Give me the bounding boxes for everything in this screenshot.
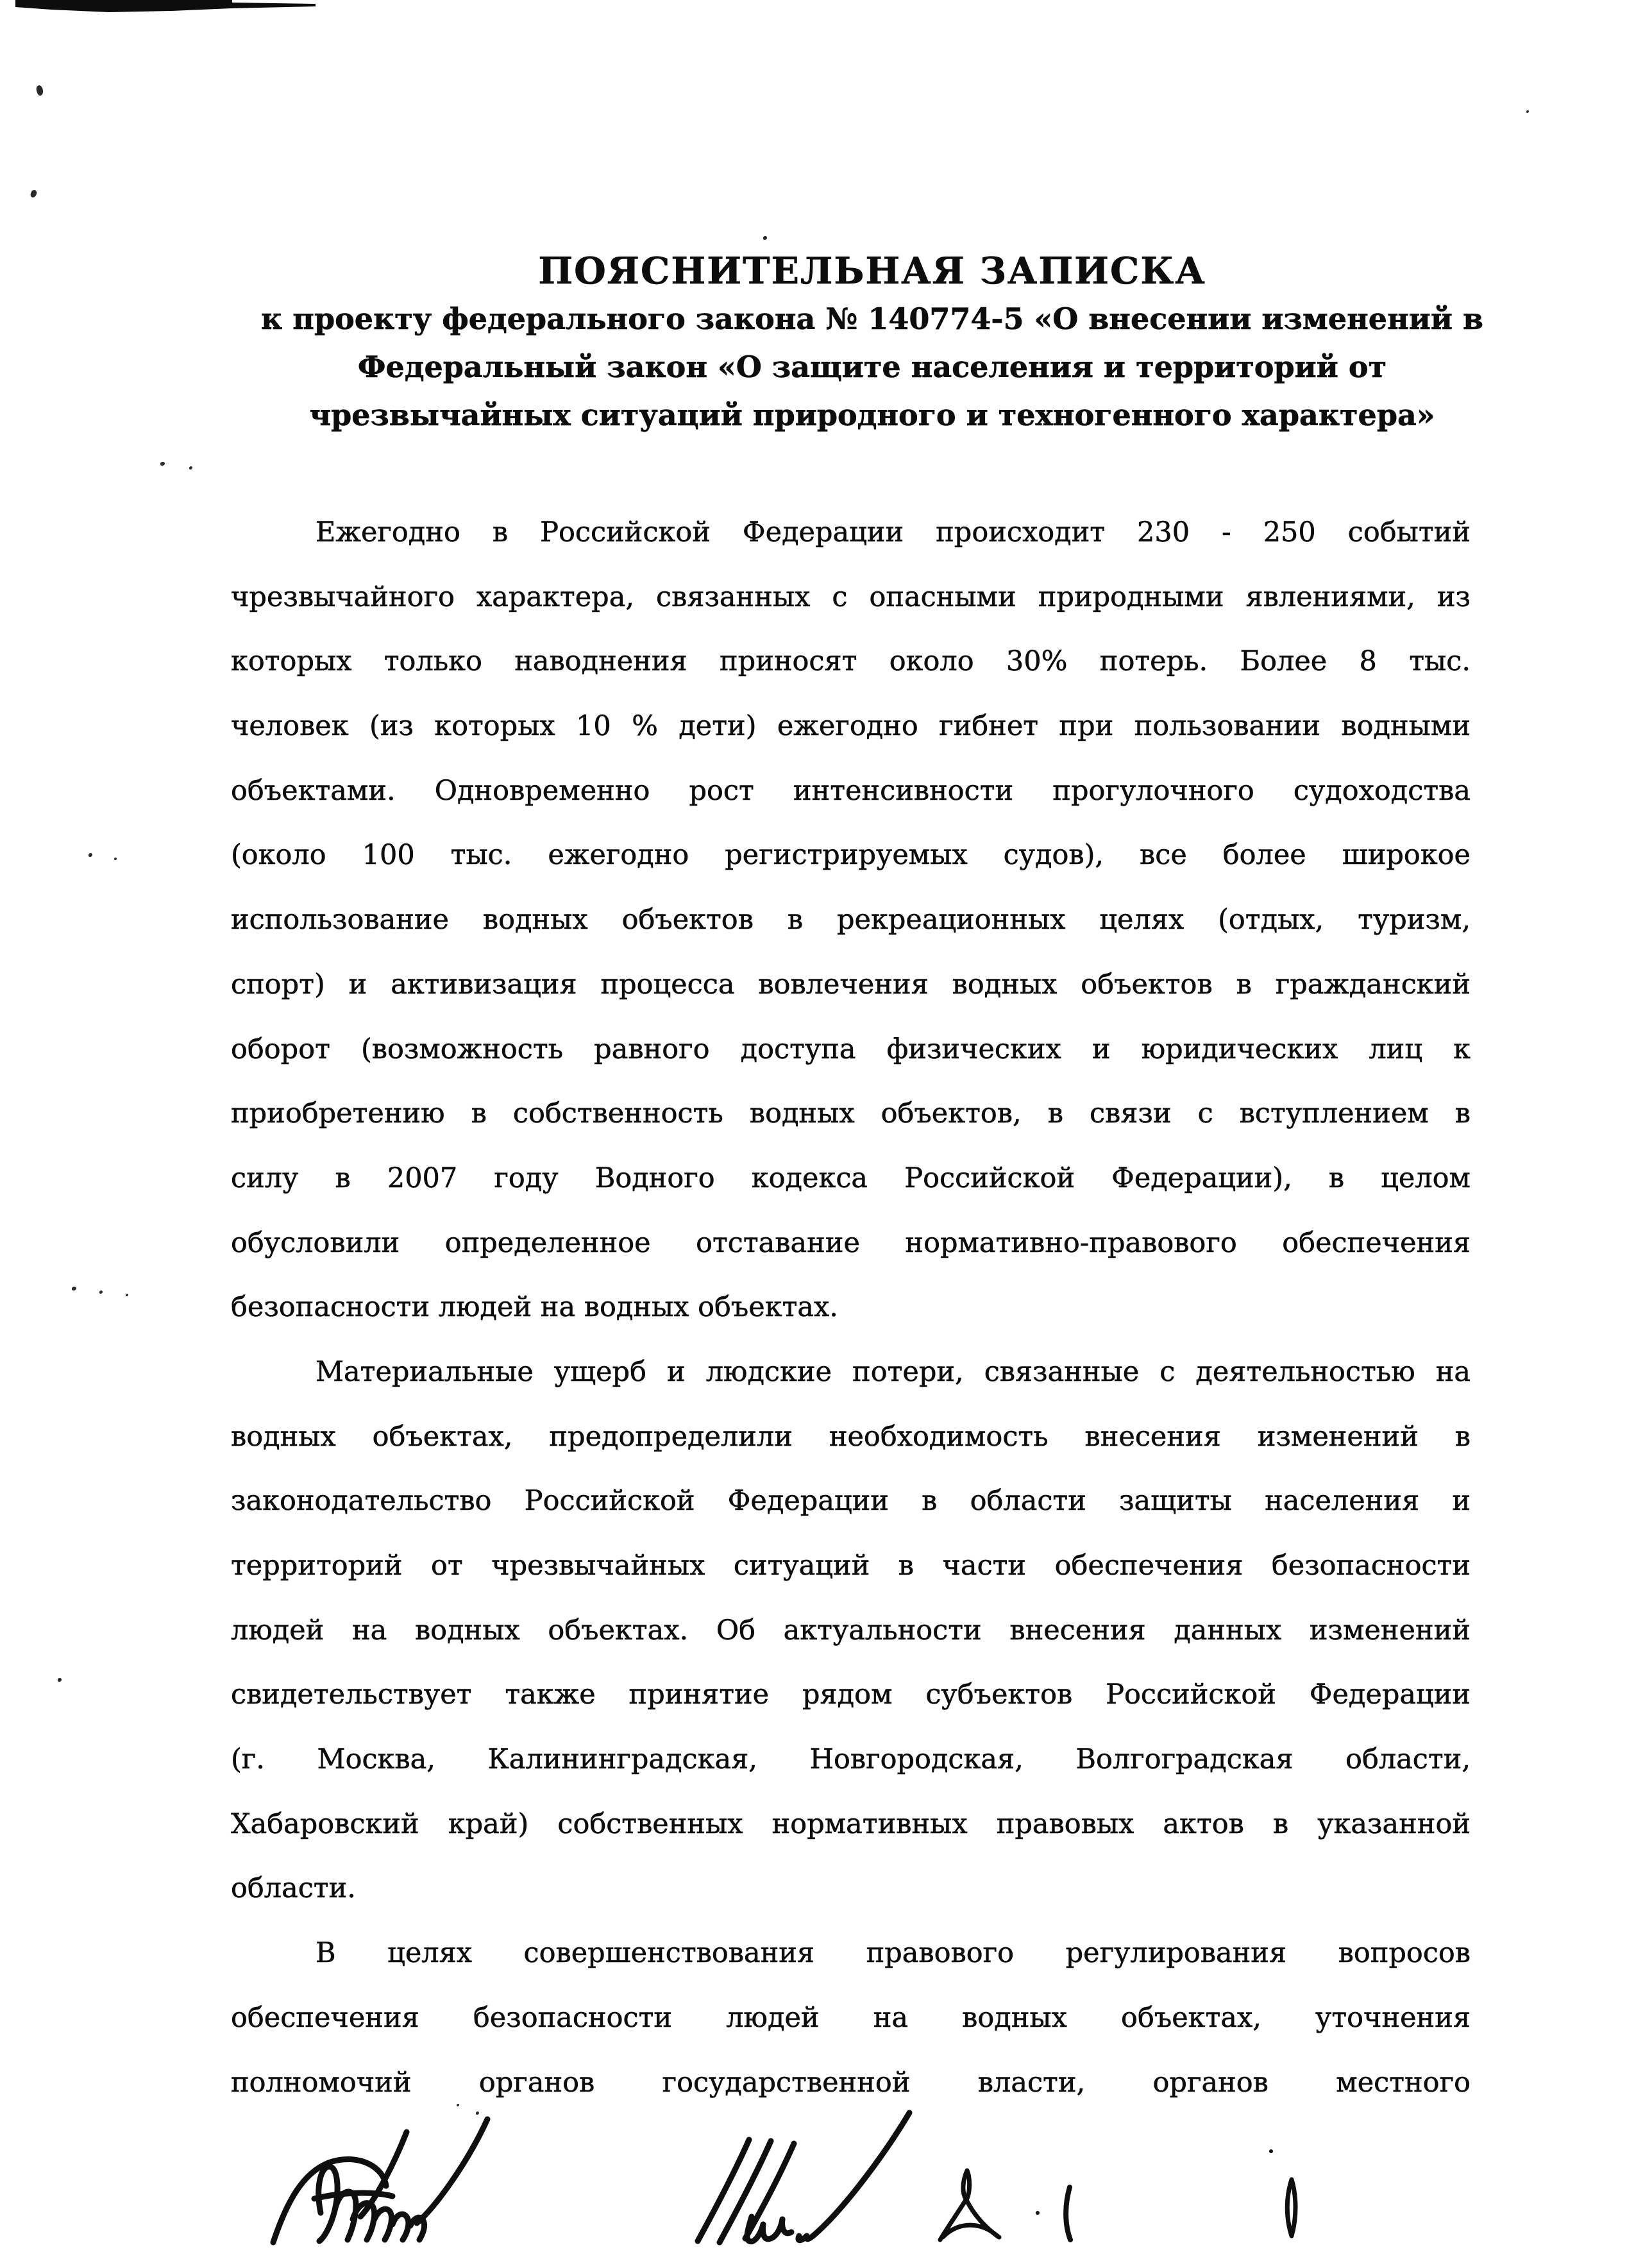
scan-speck: [189, 466, 192, 470]
body-line: обусловили определенное отставание нормативно-правового обеспечения: [231, 1226, 1471, 1259]
scan-speck: [126, 1294, 128, 1296]
scan-speck: [763, 236, 767, 240]
scan-speck: [35, 85, 44, 96]
body-line: Ежегодно в Российской Федерации происходит 230 - 250 событий: [316, 516, 1471, 548]
body-line: безопасности людей на водных объектах.: [231, 1291, 838, 1324]
scan-speck: [58, 1678, 62, 1682]
body-line: области.: [231, 1872, 356, 1905]
body-line: людей на водных объектах. Об актуальности внесения данных изменений: [231, 1614, 1471, 1646]
document-subtitle-line: чрезвычайных ситуаций природного и техногенного характера»: [309, 398, 1435, 432]
scan-speck: [30, 189, 38, 198]
body-line: полномочий органов государственной власти, органов местного: [231, 2066, 1471, 2099]
body-line: человек (из которых 10 % дети) ежегодно гибнет при пользовании водными: [231, 710, 1471, 743]
signature-1: [273, 2119, 487, 2242]
scan-artifact-bar: [0, 0, 333, 15]
body-line: силу в 2007 году Водного кодекса Российской Федерации), в целом: [231, 1162, 1471, 1194]
document-subtitle-line: Федеральный закон «О защите населения и территорий от: [357, 350, 1387, 384]
scan-speck: [99, 1291, 103, 1294]
scan-speck: [1526, 110, 1529, 113]
body-line: (г. Москва, Калининградская, Новгородская, Волгоградская области,: [231, 1743, 1471, 1776]
body-line: спорт) и активизация процесса вовлечения водных объектов в гражданский: [231, 968, 1471, 1001]
body-line: В целях совершенствования правового регулирования вопросов: [316, 1937, 1471, 1970]
page-title: ПОЯСНИТЕЛЬНАЯ ЗАПИСКА: [538, 250, 1206, 292]
body-line: приобретению в собственность водных объектов, в связи с вступлением в: [231, 1097, 1471, 1130]
body-line: которых только наводнения приносят около 30% потерь. Более 8 тыс.: [231, 645, 1471, 678]
signature-2: [698, 2113, 909, 2242]
scan-speck: [72, 1287, 76, 1291]
body-line: объектами. Одновременно рост интенсивности прогулочного судоходства: [231, 774, 1471, 807]
body-line: водных объектах, предопределили необходимость внесения изменений в: [231, 1420, 1471, 1453]
body-line: чрезвычайного характера, связанных с опасными природными явлениями, из: [231, 580, 1471, 613]
body-line: свидетельствует также принятие рядом субъектов Российской Федерации: [231, 1679, 1471, 1711]
body-line: Хабаровский край) собственных нормативных правовых актов в указанной: [231, 1807, 1471, 1840]
scan-speck: [89, 853, 92, 857]
document-body: [231, 500, 1471, 2115]
body-line: территорий от чрезвычайных ситуаций в части обеспечения безопасности: [231, 1550, 1471, 1582]
scan-speck: [114, 858, 117, 860]
body-line: оборот (возможность равного доступа физических и юридических лиц к: [231, 1033, 1471, 1065]
document-header: [247, 247, 1497, 439]
pen-stroke: [1269, 2149, 1295, 2236]
body-line: законодательство Российской Федерации в области защиты населения и: [231, 1485, 1471, 1518]
body-line: использование водных объектов в рекреационных целях (отдых, туризм,: [231, 904, 1471, 936]
pen-stroke: [1036, 2187, 1070, 2240]
signature-mark: [940, 2171, 999, 2240]
body-line: (около 100 тыс. ежегодно регистрируемых судов), все более широкое: [231, 839, 1471, 872]
document-subtitle-line: к проекту федерального закона № 140774-5 «О внесении изменений в: [261, 301, 1483, 336]
body-line: Материальные ущерб и людские потери, связанные с деятельностью на: [316, 1355, 1471, 1388]
scan-speck: [160, 462, 165, 466]
signatures-strip: [224, 2104, 1347, 2268]
body-line: обеспечения безопасности людей на водных объектах, уточнения: [231, 2001, 1471, 2034]
